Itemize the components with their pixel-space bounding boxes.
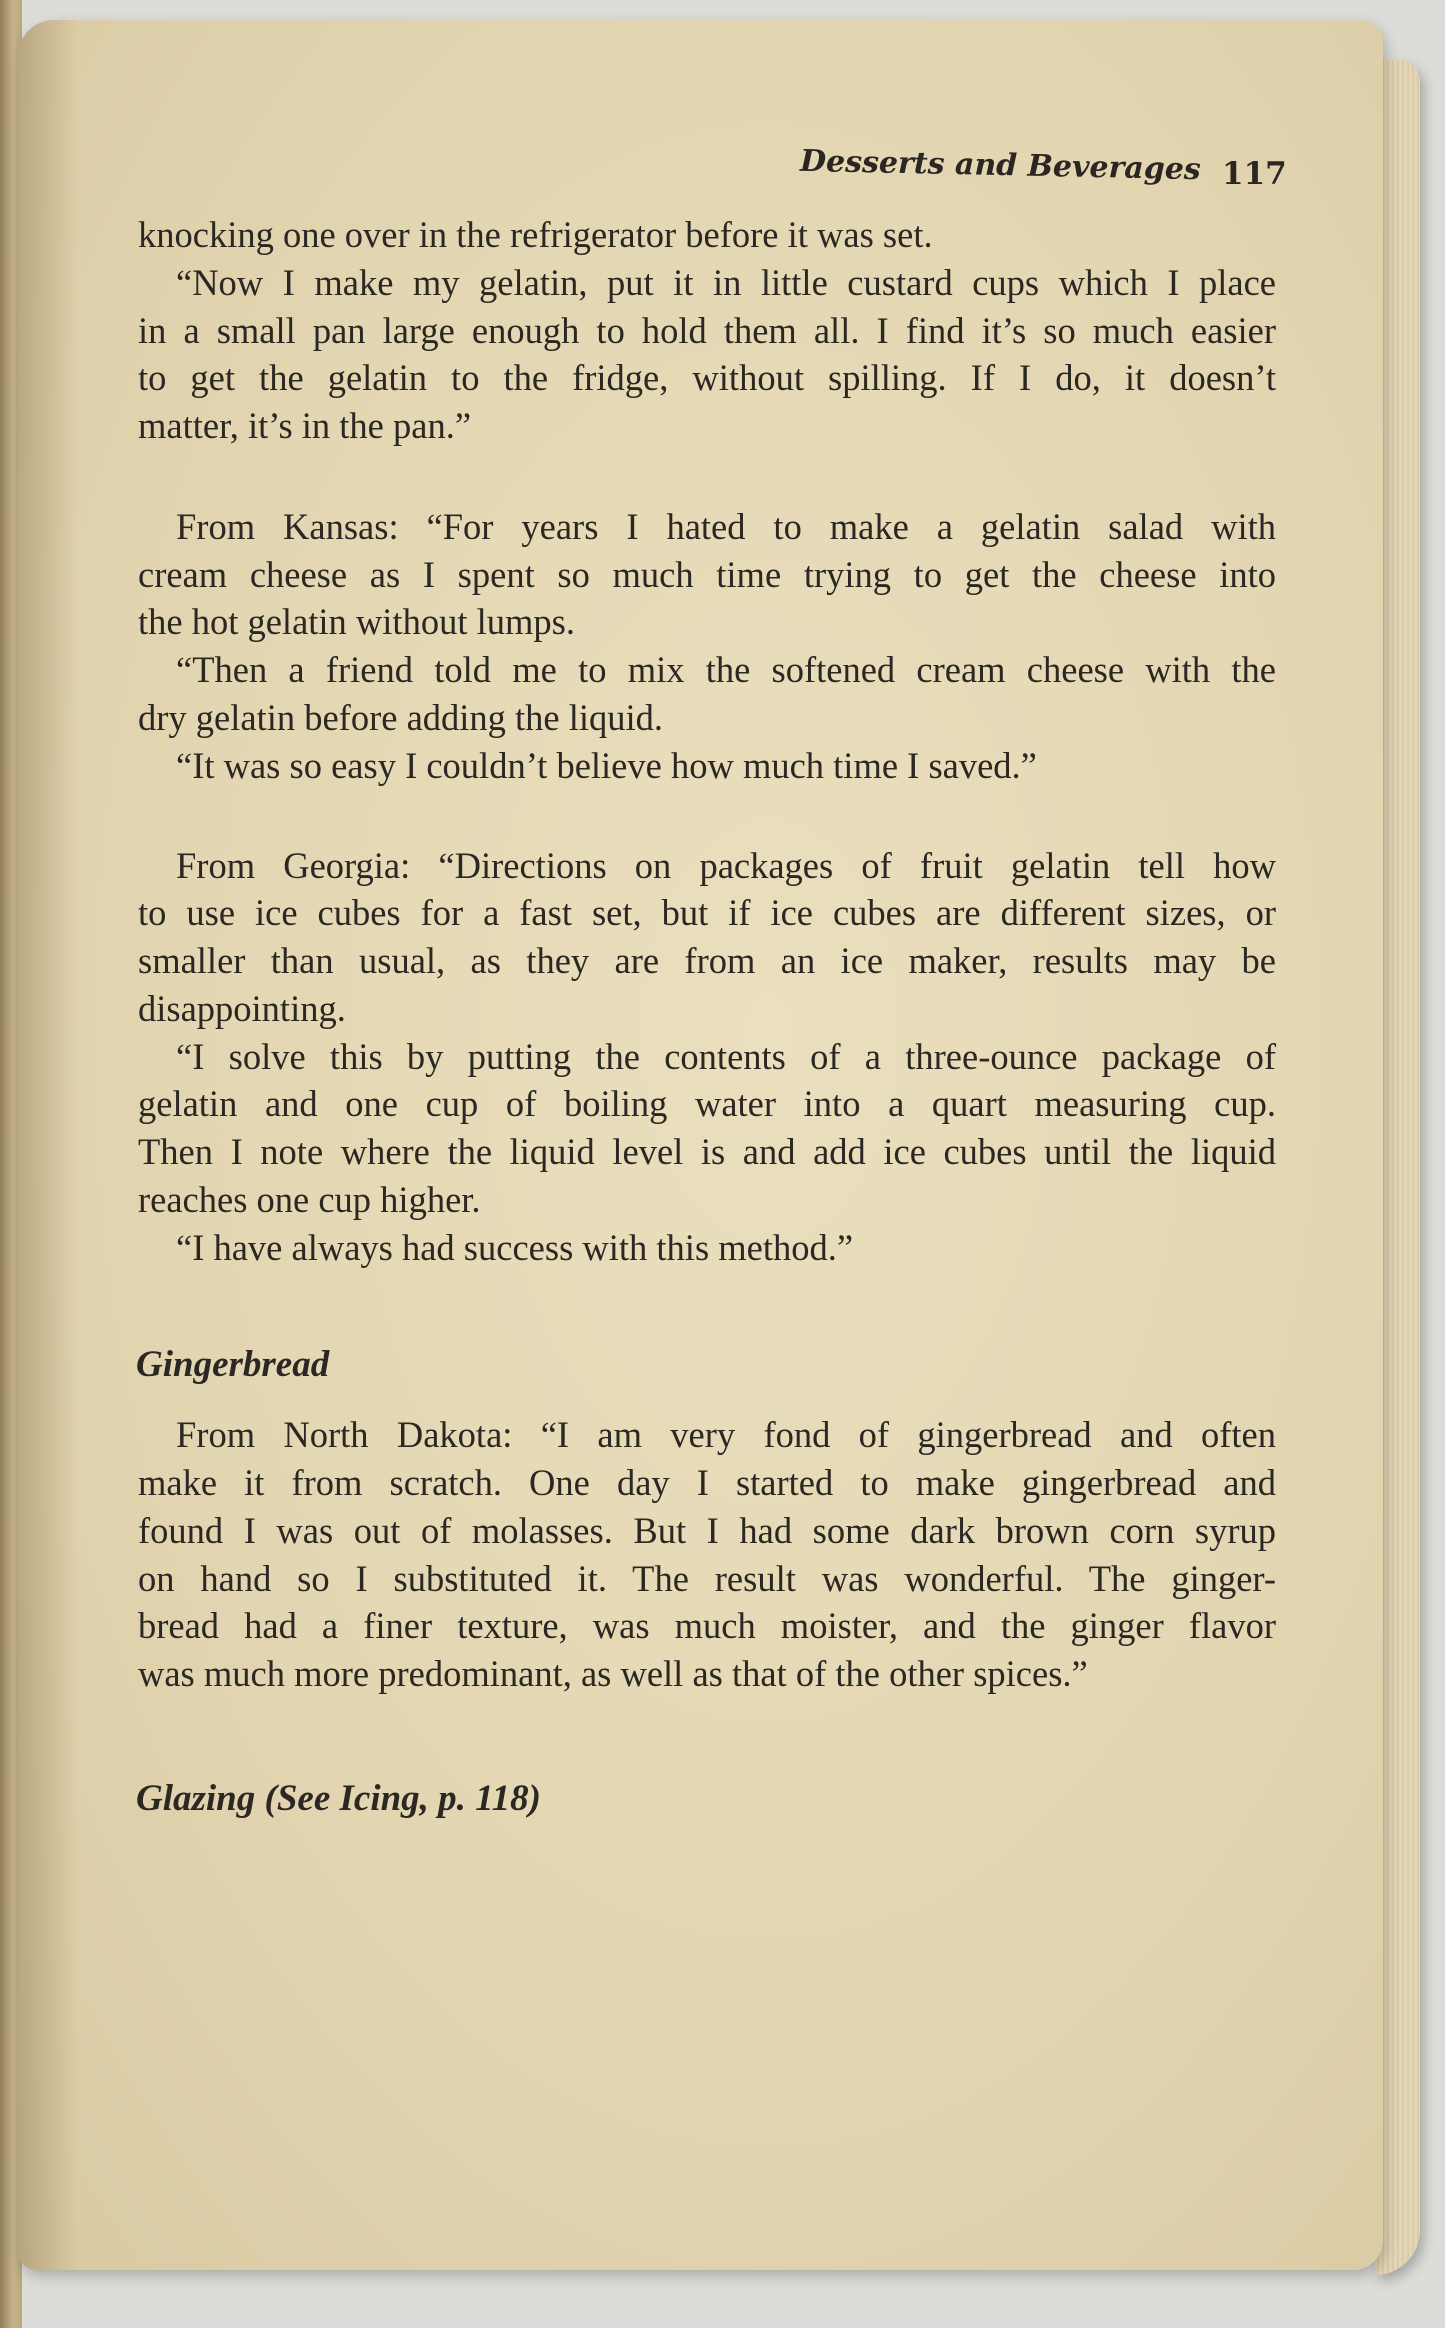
section-heading-glazing: Glazing (See Icing, p. 118) (136, 1778, 541, 1819)
text-line: smaller than usual, as they are from an ice maker, results may be (138, 940, 1276, 981)
text-line: in a small pan large enough to hold them all. I find it’s so much easier (138, 310, 1276, 351)
text-line: gelatin and one cup of boiling water into a quart measuring cup. (138, 1083, 1276, 1124)
running-head: Desserts and Beverages (799, 143, 1202, 188)
text-line: reaches one cup higher. (138, 1179, 481, 1220)
text-line: “I have always had success with this method.” (176, 1227, 854, 1268)
text-line: disappointing. (138, 988, 346, 1029)
text-line: From Kansas: “For years I hated to make a gelatin salad with (176, 506, 1276, 547)
text-line: to use ice cubes for a fast set, but if ice cubes are different sizes, or (138, 892, 1276, 933)
text-line: From North Dakota: “I am very fond of gingerbread and often (176, 1414, 1276, 1455)
section-heading-gingerbread: Gingerbread (136, 1344, 330, 1385)
page-number: 117 (1222, 156, 1287, 192)
text-line: cream cheese as I spent so much time trying to get the cheese into (138, 554, 1276, 595)
text-line: dry gelatin before adding the liquid. (138, 697, 664, 738)
text-line: to get the gelatin to the fridge, without spilling. If I do, it doesn’t (138, 357, 1276, 398)
text-line: “Then a friend told me to mix the softened cream cheese with the (176, 649, 1276, 690)
text-line: matter, it’s in the pan.” (138, 405, 472, 446)
text-line: “I solve this by putting the contents of a three-ounce package of (176, 1036, 1276, 1077)
text-line: “Now I make my gelatin, put it in little custard cups which I place (176, 262, 1276, 303)
text-line: knocking one over in the refrigerator before it was set. (138, 214, 933, 255)
gutter-shadow (18, 20, 78, 2270)
text-line: make it from scratch. One day I started to make gingerbread and (138, 1462, 1276, 1503)
text-line: “It was so easy I couldn’t believe how much time I saved.” (176, 745, 1037, 786)
text-line: the hot gelatin without lumps. (138, 601, 575, 642)
text-line: From Georgia: “Directions on packages of fruit gelatin tell how (176, 845, 1276, 886)
text-line: found I was out of molasses. But I had some dark brown corn syrup (138, 1510, 1276, 1551)
text-line: on hand so I substituted it. The result was wonderful. The ginger- (138, 1558, 1276, 1599)
text-line: was much more predominant, as well as that of the other spices.” (138, 1653, 1088, 1694)
text-line: Then I note where the liquid level is and add ice cubes until the liquid (138, 1131, 1276, 1172)
text-line: bread had a finer texture, was much moister, and the ginger flavor (138, 1605, 1276, 1646)
